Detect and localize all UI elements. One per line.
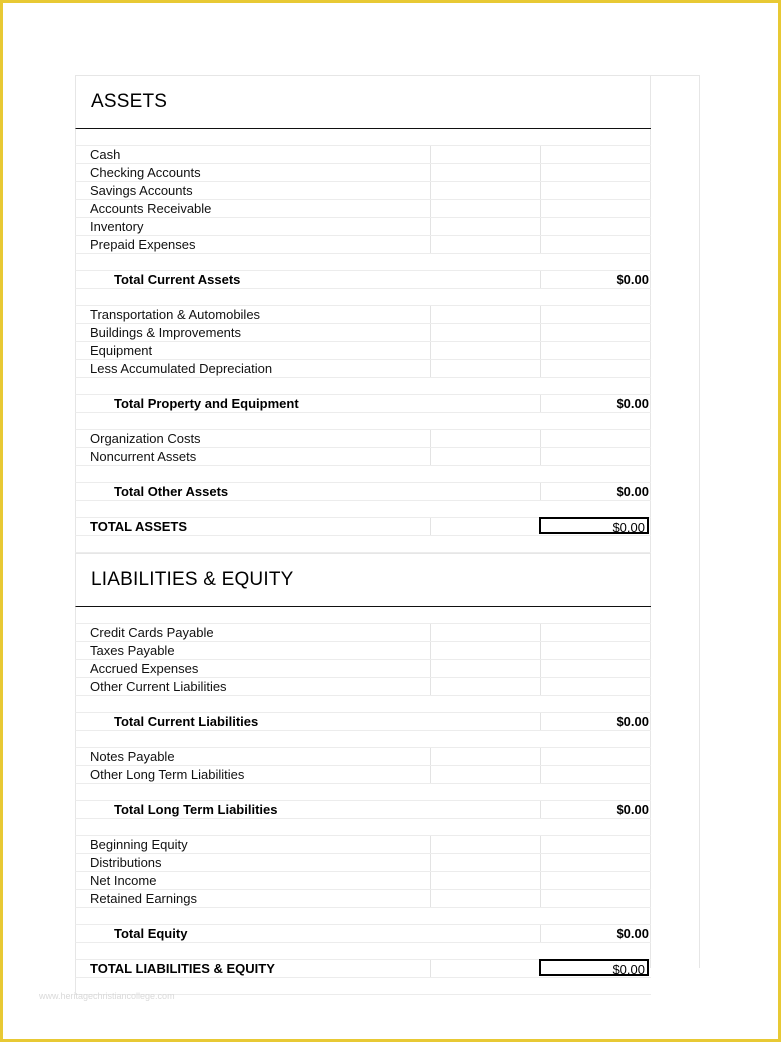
line-item[interactable]: [75, 342, 651, 360]
total-property-label: Total Property and Equipment: [114, 396, 299, 411]
line-item[interactable]: [75, 306, 651, 324]
amount-cell[interactable]: [430, 342, 541, 359]
total-cell: [540, 448, 651, 465]
line-item-label: Cash: [90, 147, 121, 162]
liabilities-heading-row: [75, 553, 651, 607]
total-current-assets-value: $0.00: [616, 272, 649, 287]
grand-total-row: [75, 518, 651, 536]
line-item[interactable]: [75, 430, 651, 448]
line-item-label: Notes Payable: [90, 749, 175, 764]
line-item-label: Transportation & Automobiles: [90, 307, 261, 322]
amount-cell[interactable]: [430, 360, 541, 377]
balance-sheet: [75, 75, 651, 995]
amount-cell[interactable]: [430, 642, 541, 659]
total-cell: [540, 483, 651, 500]
line-item-label: Less Accumulated Depreciation: [90, 361, 273, 376]
total-cell: [540, 713, 651, 730]
line-item[interactable]: [75, 182, 651, 200]
line-item-label: Prepaid Expenses: [90, 237, 196, 252]
total-cell: [540, 200, 651, 217]
total-longterm-liabilities-label: Total Long Term Liabilities: [114, 802, 278, 817]
total-cell: [540, 306, 651, 323]
line-item[interactable]: [75, 164, 651, 182]
spacer-row: [75, 378, 651, 395]
total-cell: [540, 801, 651, 818]
total-longterm-liabilities-value: $0.00: [616, 802, 649, 817]
spacer-row: [75, 696, 651, 713]
line-item[interactable]: [75, 872, 651, 890]
assets-heading-row: [75, 75, 651, 129]
grand-total-row: [75, 960, 651, 978]
spacer-row: [75, 289, 651, 306]
total-property-value: $0.00: [616, 396, 649, 411]
line-item-label: Checking Accounts: [90, 165, 201, 180]
amount-cell[interactable]: [430, 836, 541, 853]
line-item[interactable]: [75, 890, 651, 908]
total-current-liabilities-value: $0.00: [616, 714, 649, 729]
subtotal-row: [75, 801, 651, 819]
total-cell: [540, 395, 651, 412]
spacer-row: [75, 819, 651, 836]
amount-cell[interactable]: [430, 218, 541, 235]
spacer-row: [75, 413, 651, 430]
spacer-row: [75, 501, 651, 518]
amount-cell[interactable]: [430, 200, 541, 217]
subtotal-row: [75, 483, 651, 501]
line-item[interactable]: [75, 642, 651, 660]
amount-cell[interactable]: [430, 854, 541, 871]
total-equity-value: $0.00: [616, 926, 649, 941]
line-item-label: Beginning Equity: [90, 837, 188, 852]
total-cell: [540, 836, 651, 853]
line-item[interactable]: [75, 200, 651, 218]
total-cell: [540, 324, 651, 341]
line-item[interactable]: [75, 854, 651, 872]
subtotal-row: [75, 925, 651, 943]
line-item[interactable]: [75, 748, 651, 766]
spacer-row: [75, 254, 651, 271]
line-item[interactable]: [75, 146, 651, 164]
total-current-liabilities-label: Total Current Liabilities: [114, 714, 259, 729]
total-other-assets-value: $0.00: [616, 484, 649, 499]
line-item-label: Equipment: [90, 343, 153, 358]
total-cell: [540, 271, 651, 288]
total-assets-label: TOTAL ASSETS: [90, 519, 188, 534]
spacer-row: [75, 129, 651, 146]
watermark-text: www.heritagechristiancollege.com: [39, 991, 175, 1001]
total-cell: [540, 430, 651, 447]
subtotal-row: [75, 713, 651, 731]
line-item-label: Inventory: [90, 219, 144, 234]
total-cell: [540, 360, 651, 377]
amount-cell[interactable]: [430, 678, 541, 695]
spacer-row: [75, 536, 651, 553]
line-item-label: Net Income: [90, 873, 157, 888]
amount-cell[interactable]: [430, 748, 541, 765]
line-item-label: Other Current Liabilities: [90, 679, 227, 694]
total-cell: [540, 872, 651, 889]
total-cell: [540, 624, 651, 641]
line-item[interactable]: [75, 448, 651, 466]
line-item-label: Distributions: [90, 855, 162, 870]
line-item-label: Organization Costs: [90, 431, 201, 446]
page: [3, 3, 778, 1039]
liabilities-heading: LIABILITIES & EQUITY: [91, 569, 294, 590]
line-item[interactable]: [75, 660, 651, 678]
total-liabilities-equity-label: TOTAL LIABILITIES & EQUITY: [90, 961, 275, 976]
amount-cell[interactable]: [430, 448, 541, 465]
line-item-label: Buildings & Improvements: [90, 325, 242, 340]
line-item-label: Accounts Receivable: [90, 201, 212, 216]
line-item[interactable]: [75, 360, 651, 378]
total-current-assets-label: Total Current Assets: [114, 272, 241, 287]
line-item-label: Retained Earnings: [90, 891, 197, 906]
total-cell: [540, 660, 651, 677]
line-item-label: Other Long Term Liabilities: [90, 767, 245, 782]
amount-cell[interactable]: [430, 146, 541, 163]
line-item-label: Credit Cards Payable: [90, 625, 214, 640]
total-equity-label: Total Equity: [114, 926, 188, 941]
amount-cell[interactable]: [430, 660, 541, 677]
total-other-assets-label: Total Other Assets: [114, 484, 229, 499]
amount-cell: [430, 518, 541, 535]
total-cell: [540, 748, 651, 765]
total-cell: [540, 182, 651, 199]
spacer-row: [75, 784, 651, 801]
line-item[interactable]: [75, 218, 651, 236]
spacer-row: [75, 943, 651, 960]
amount-cell: [430, 960, 541, 977]
amount-cell[interactable]: [430, 182, 541, 199]
spacer-row: [75, 466, 651, 483]
amount-cell[interactable]: [430, 164, 541, 181]
total-cell: [540, 890, 651, 907]
spacer-row: [75, 731, 651, 748]
subtotal-row: [75, 271, 651, 289]
total-cell: [540, 678, 651, 695]
total-cell: [540, 342, 651, 359]
spacer-row: [75, 908, 651, 925]
line-item[interactable]: [75, 624, 651, 642]
total-cell: [540, 164, 651, 181]
line-item-label: Savings Accounts: [90, 183, 193, 198]
spacer-row: [75, 607, 651, 624]
amount-cell[interactable]: [430, 890, 541, 907]
line-item[interactable]: [75, 236, 651, 254]
line-item-label: Accrued Expenses: [90, 661, 199, 676]
total-cell: [540, 925, 651, 942]
amount-cell[interactable]: [430, 236, 541, 253]
total-cell: [540, 766, 651, 783]
line-item[interactable]: [75, 324, 651, 342]
amount-cell[interactable]: [430, 624, 541, 641]
amount-cell[interactable]: [430, 872, 541, 889]
amount-cell[interactable]: [430, 430, 541, 447]
amount-cell[interactable]: [430, 306, 541, 323]
line-item[interactable]: [75, 678, 651, 696]
total-cell: [540, 854, 651, 871]
total-cell: [540, 236, 651, 253]
line-item-label: Taxes Payable: [90, 643, 175, 658]
amount-cell[interactable]: [430, 324, 541, 341]
line-item-label: Noncurrent Assets: [90, 449, 197, 464]
total-liabilities-equity-value: $0.00: [539, 959, 649, 976]
total-cell: [540, 218, 651, 235]
line-item[interactable]: [75, 766, 651, 784]
total-assets-value: $0.00: [539, 517, 649, 534]
sheet-gutter: [650, 75, 700, 968]
amount-cell[interactable]: [430, 766, 541, 783]
assets-heading: ASSETS: [91, 91, 168, 112]
total-cell: [540, 146, 651, 163]
line-item[interactable]: [75, 836, 651, 854]
subtotal-row: [75, 395, 651, 413]
total-cell: [540, 642, 651, 659]
